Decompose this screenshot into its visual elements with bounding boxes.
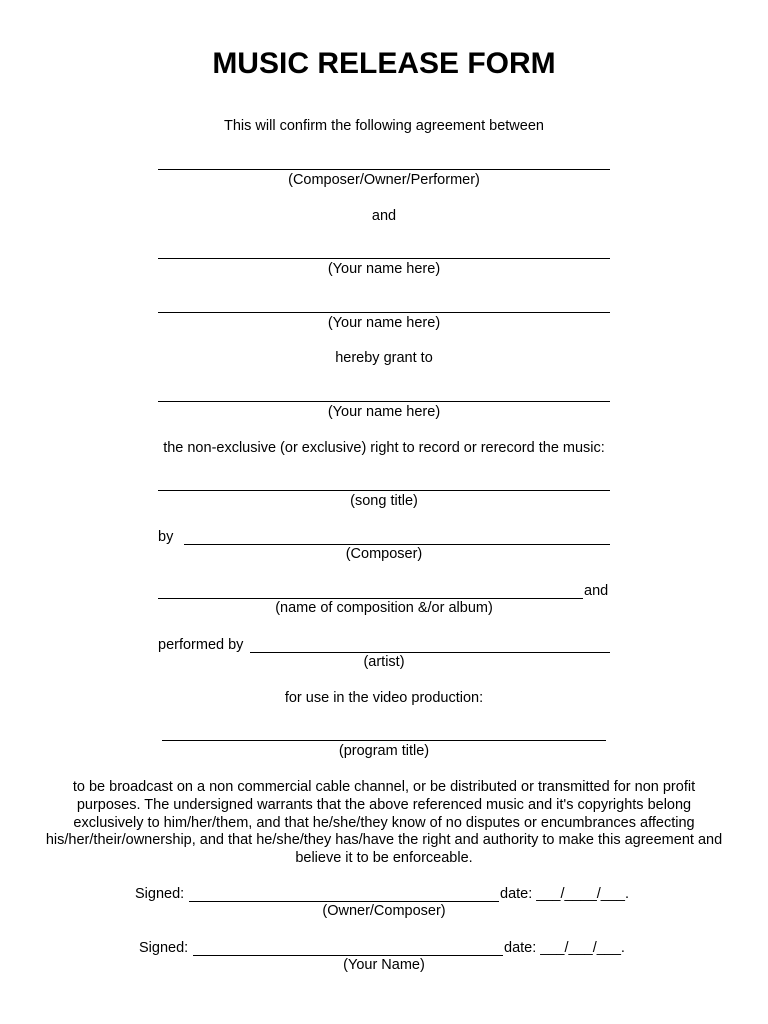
hereby-grant-text: hereby grant to xyxy=(335,350,433,366)
composition-album-caption: (name of composition &/or album) xyxy=(275,600,493,616)
and-text: and xyxy=(371,208,397,224)
composer-owner-performer-line[interactable] xyxy=(158,169,610,170)
your-name-caption-3: (Your name here) xyxy=(327,404,441,420)
your-name-line-2[interactable] xyxy=(158,312,610,313)
performed-by-label: performed by xyxy=(158,637,244,653)
date-label-1[interactable]: date: ___/____/___. xyxy=(500,886,630,902)
composer-caption: (Composer) xyxy=(345,546,423,562)
your-name-line-3[interactable] xyxy=(158,401,610,402)
program-title-line[interactable] xyxy=(162,740,606,741)
your-name-line-1[interactable] xyxy=(158,258,610,259)
page-title: MUSIC RELEASE FORM xyxy=(212,47,556,80)
signature-line-1[interactable] xyxy=(189,901,499,902)
signature-line-2[interactable] xyxy=(193,955,503,956)
signature-caption-2: (Your Name) xyxy=(343,957,425,973)
artist-caption: (artist) xyxy=(363,654,405,670)
song-title-caption: (song title) xyxy=(350,493,418,509)
program-title-caption: (program title) xyxy=(338,743,430,759)
right-to-record-text: the non-exclusive (or exclusive) right to record or rerecord the music: xyxy=(163,440,605,456)
signed-label-2: Signed: xyxy=(139,940,189,956)
your-name-caption-1: (Your name here) xyxy=(327,261,441,277)
date-label-2[interactable]: date: ___/___/___. xyxy=(504,940,625,956)
by-label: by xyxy=(158,529,174,545)
terms-paragraph: to be broadcast on a non commercial cable channel, or be distributed or transmitted for non profit purposes. The undersigned warrants that the above referenced music and it's copyrights belong exclusively to him/her/them, and that he/she/they know of no disputes or encumbrances affecting his/her/their/ownership, and that he/she/they has/have the right and authority to make this agreement and believe it to be enforceable. xyxy=(45,779,723,867)
artist-line[interactable] xyxy=(250,652,610,653)
song-title-line[interactable] xyxy=(158,490,610,491)
composer-owner-performer-caption: (Composer/Owner/Performer) xyxy=(288,172,480,188)
your-name-caption-2: (Your name here) xyxy=(327,315,441,331)
intro-text: This will confirm the following agreement between xyxy=(224,118,544,134)
composer-line[interactable] xyxy=(184,544,610,545)
composition-album-line[interactable] xyxy=(158,598,583,599)
signed-label-1: Signed: xyxy=(135,886,185,902)
signature-caption-1: (Owner/Composer) xyxy=(322,903,446,919)
and-suffix-label: and xyxy=(584,583,609,599)
for-use-text: for use in the video production: xyxy=(284,690,484,706)
